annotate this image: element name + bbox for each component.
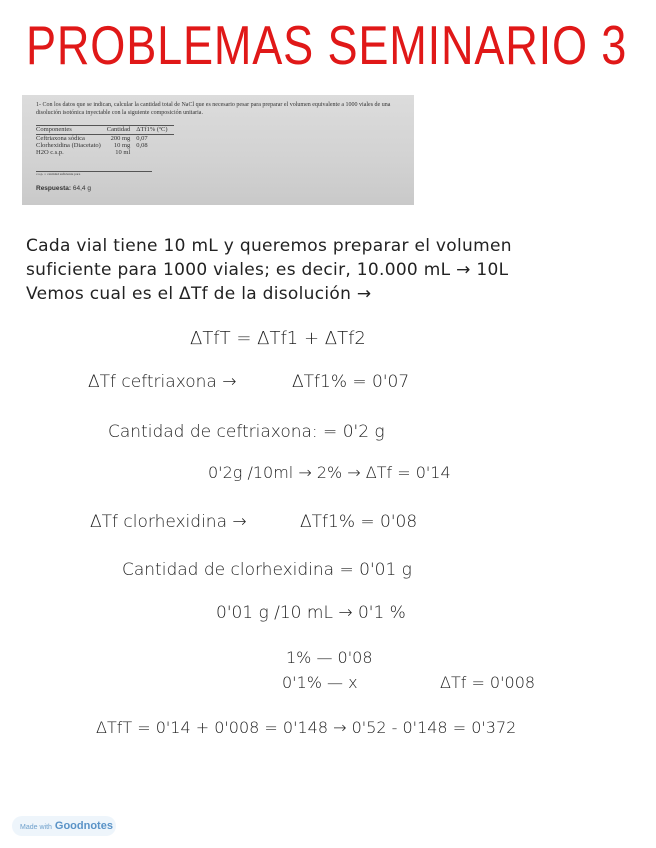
badge-brand: Goodnotes [54, 820, 113, 832]
answer-label: Respuesta: [36, 185, 72, 192]
answer [36, 185, 91, 192]
table-row [36, 135, 174, 143]
clorhexidina-result: ΔTf = 0'008 [440, 673, 536, 692]
total-delta-equation: ΔTfT = ΔTf1 + ΔTf2 [190, 328, 366, 349]
ceftriaxona-concentration: 0'2g /10ml → 2% → ΔTf = 0'14 [208, 463, 451, 482]
table-cell: Ceftriaxona sódica [36, 135, 85, 142]
table-cell: Clorhexidina (Diacetato) [36, 142, 101, 149]
page-title: PROBLEMAS SEMINARIO 3 [26, 14, 628, 76]
badge-prefix: Made with [20, 824, 52, 831]
table-row [36, 142, 174, 149]
table-header-row [36, 126, 174, 135]
ceftriaxona-coefficient: ΔTf1% = 0'07 [292, 372, 410, 392]
answer-value: 64,4 g [72, 185, 91, 192]
header-componentes: Componentes [36, 126, 107, 135]
intro-line: Vemos cual es el ΔTf de la disolución → [26, 284, 372, 304]
clorhexidina-heading: ΔTf clorhexidina → [90, 512, 247, 532]
intro-line: Cada vial tiene 10 mL y queremos preparar el volumen [26, 236, 512, 256]
header-delta-tf: ΔTf1% (ºC) [136, 126, 173, 135]
clorhexidina-coefficient: ΔTf1% = 0'08 [300, 512, 418, 532]
cantidad-clorhexidina: Cantidad de clorhexidina = 0'01 g [122, 560, 412, 580]
table-cell: 10 ml [115, 149, 131, 156]
table-cell: 0,07 [136, 135, 148, 142]
table-footnote: c.s.p. = cantidad suficiente para [36, 171, 152, 176]
final-calculation: ΔTfT = 0'14 + 0'008 = 0'148 → 0'52 - 0'148 = 0'372 [96, 718, 517, 737]
rule-of-three-line-1: 1% — 0'08 [286, 648, 373, 667]
clorhexidina-concentration: 0'01 g /10 mL → 0'1 % [216, 603, 406, 623]
table-cell: 200 mg [110, 135, 131, 142]
rule-of-three-line-2: 0'1% — x [282, 673, 358, 692]
ceftriaxona-heading: ΔTf ceftriaxona → [88, 372, 237, 392]
cantidad-ceftriaxona: Cantidad de ceftriaxona: = 0'2 g [108, 422, 385, 442]
table-cell: H2O c.s.p. [36, 149, 64, 156]
problem-photo [22, 95, 414, 205]
problem-statement: 1- Con los datos que se indican, calcular la cantidad total de NaCl que es necesario pesar para preparar el volumen equivalente a 1000 viales de una disolución isotónica inyectable con la siguiente composición unitaria. [36, 102, 391, 116]
made-with-badge [12, 816, 116, 836]
table-cell: 10 mg [113, 142, 131, 149]
composition-table [36, 125, 174, 156]
table-row [36, 149, 174, 156]
table-cell: 0,08 [136, 142, 148, 149]
header-cantidad: Cantidad [107, 126, 136, 135]
intro-line: suficiente para 1000 viales; es decir, 10.000 mL → 10L [26, 260, 509, 280]
intro-paragraph [26, 234, 512, 306]
table-cell [136, 149, 173, 156]
